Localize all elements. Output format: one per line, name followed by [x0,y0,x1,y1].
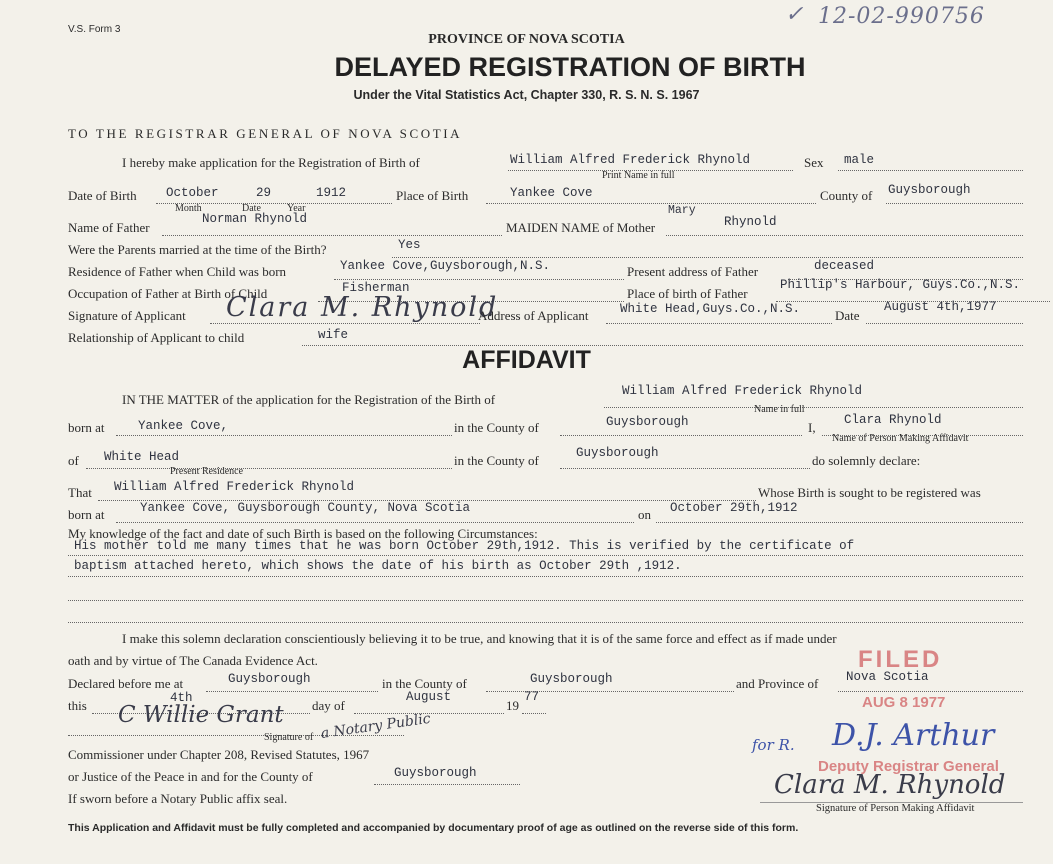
dob-day: 29 [256,186,272,200]
filed-stamp: FILED [858,646,943,673]
intro-label: I hereby make application for the Registration of Birth of [122,155,420,170]
form-number: V.S. Form 3 [68,24,121,35]
applicant-signature: Clara M. Rhynold [226,292,499,323]
year-caption: Year [287,203,306,214]
father-residence-label: Residence of Father when Child was born [68,264,287,279]
dob-month: October [166,186,219,200]
occupation-value: Fisherman [342,281,410,295]
county-label-3: in the County of [382,676,467,691]
father-residence: Yankee Cove,Guysborough,N.S. [340,259,551,273]
commissioner-label: Commissioner under Chapter 208, Revised Statutes, 1967 [68,747,370,762]
pob-label: Place of Birth [396,188,469,203]
addr-applicant-label: Address of Applicant [478,308,589,323]
justice-county: Guysborough [394,766,477,780]
month-caption: Month [175,203,202,214]
solemn-line-1: I make this solemn declaration conscientiously believing it to be true, and knowing that it is of the same force and effect as if made under [122,631,837,646]
county-value: Guysborough [888,183,971,197]
for-label: for R. [752,736,795,754]
declare-label: do solemnly declare: [812,453,921,468]
born-at-value-2: Yankee Cove, Guysborough County, Nova Scotia [140,501,471,515]
year-prefix: 19 [506,698,519,713]
born-at-label-2: born at [68,507,105,522]
registrar-line: TO THE REGISTRAR GENERAL OF NOVA SCOTIA [68,126,463,141]
date-caption: Date [242,203,261,214]
born-at-label: born at [68,420,105,435]
mother-first-name: Mary [668,204,696,217]
province-label: and Province of [736,676,819,691]
print-name-caption: Print Name in full [602,170,675,181]
matter-name: William Alfred Frederick Rhynold [622,384,863,398]
this-label: this [68,698,87,713]
notary-title: a Notary Public [319,710,432,742]
father-pob-value: Phillip's Harbour, Guys.Co.,N.S. [780,278,1021,292]
county-label: County of [820,188,873,203]
born-at-value: Yankee Cove, [138,419,229,433]
married-value: Yes [398,238,421,252]
married-label: Were the Parents married at the time of the Birth? [68,242,327,257]
knowledge-label: My knowledge of the fact and date of such Birth is based on the following Circumstances: [68,526,538,541]
county-label-2: in the County of [454,453,539,468]
affidavit-heading: AFFIDAVIT [462,346,591,374]
county-label-1: in the County of [454,420,539,435]
footer-note: This Application and Affidavit must be fully completed and accompanied by documentary proof of age as outlined on the reverse side of this form. [68,822,799,834]
deputy-registrar-stamp: Deputy Registrar General [818,758,999,775]
father-label: Name of Father [68,220,150,235]
day-value: 4th [170,691,193,705]
pob-value: Yankee Cove [510,186,593,200]
father-present-address: deceased [814,259,875,273]
deputy-signature: D.J. Arthur [832,718,995,753]
father-pob-label: Place of birth of Father [627,286,748,301]
mother-last-name: Rhynold [724,215,777,229]
affiant-caption: Name of Person Making Affidavit [832,433,969,444]
present-residence-caption: Present Residence [170,466,244,477]
day-of-label: day of [312,698,345,713]
sex-value: male [844,153,875,167]
matter-label: IN THE MATTER of the application for the Registration of the Birth of [122,392,496,407]
reference-number: 12-02-990756 [818,4,985,29]
declared-label: Declared before me at [68,676,184,691]
that-label: That [68,485,92,500]
affiant-signature-caption: Signature of Person Making Affidavit [816,803,975,814]
maiden-label: MAIDEN NAME of Mother [506,220,656,235]
ref-check-mark: ✓ [785,2,804,27]
affiant-name: Clara Rhynold [844,413,942,427]
child-name: William Alfred Frederick Rhynold [510,153,751,167]
signature-of-label: Signature of [264,732,314,743]
application-date: August 4th,1977 [884,300,997,314]
year-value: 77 [524,690,540,704]
that-value: William Alfred Frederick Rhynold [114,480,355,494]
name-full-caption: Name in full [754,404,805,415]
on-label: on [638,507,651,522]
relationship-value: wife [318,328,349,342]
commissioner-signature: C Willie Grant [118,702,284,728]
county-value-1: Guysborough [606,415,689,429]
county-value-3: Guysborough [530,672,613,686]
occupation-label: Occupation of Father at Birth of Child [68,286,268,301]
solemn-line-2: oath and by virtue of The Canada Evidence Act. [68,653,318,668]
sig-applicant-label: Signature of Applicant [68,308,186,323]
filed-date-stamp: AUG 8 1977 [862,694,946,711]
province-heading: PROVINCE OF NOVA SCOTIA [428,32,625,47]
applicant-address: White Head,Guys.Co.,N.S. [620,302,801,316]
dob-year: 1912 [316,186,347,200]
of-label: of [68,453,79,468]
declared-place: Guysborough [228,672,311,686]
month-value: August [406,690,452,704]
father-name: Norman Rhynold [202,212,308,226]
justice-label: or Justice of the Peace in and for the County of [68,769,313,784]
notary-seal-label: If sworn before a Notary Public affix seal. [68,791,288,806]
present-residence: White Head [104,450,180,464]
on-value: October 29th,1912 [670,501,798,515]
circumstance-line-2: baptism attached hereto, which shows the date of his birth as October 29th ,1912. [74,559,682,573]
date-label: Date [835,308,860,323]
page-subtitle: Under the Vital Statistics Act, Chapter 330, R. S. N. S. 1967 [353,88,700,102]
father-present-label: Present address of Father [627,264,759,279]
county-value-2: Guysborough [576,446,659,460]
affiant-signature: Clara M. Rhynold [774,770,1006,800]
relationship-label: Relationship of Applicant to child [68,330,245,345]
i-label: I, [808,420,816,435]
whose-birth-label: Whose Birth is sought to be registered was [758,485,981,500]
circumstance-line-1: His mother told me many times that he was born October 29th,1912. This is verified by the certificate of [74,539,855,553]
sex-label: Sex [804,155,824,170]
page-title: DELAYED REGISTRATION OF BIRTH [334,52,806,82]
dob-label: Date of Birth [68,188,137,203]
province-value: Nova Scotia [846,670,929,684]
